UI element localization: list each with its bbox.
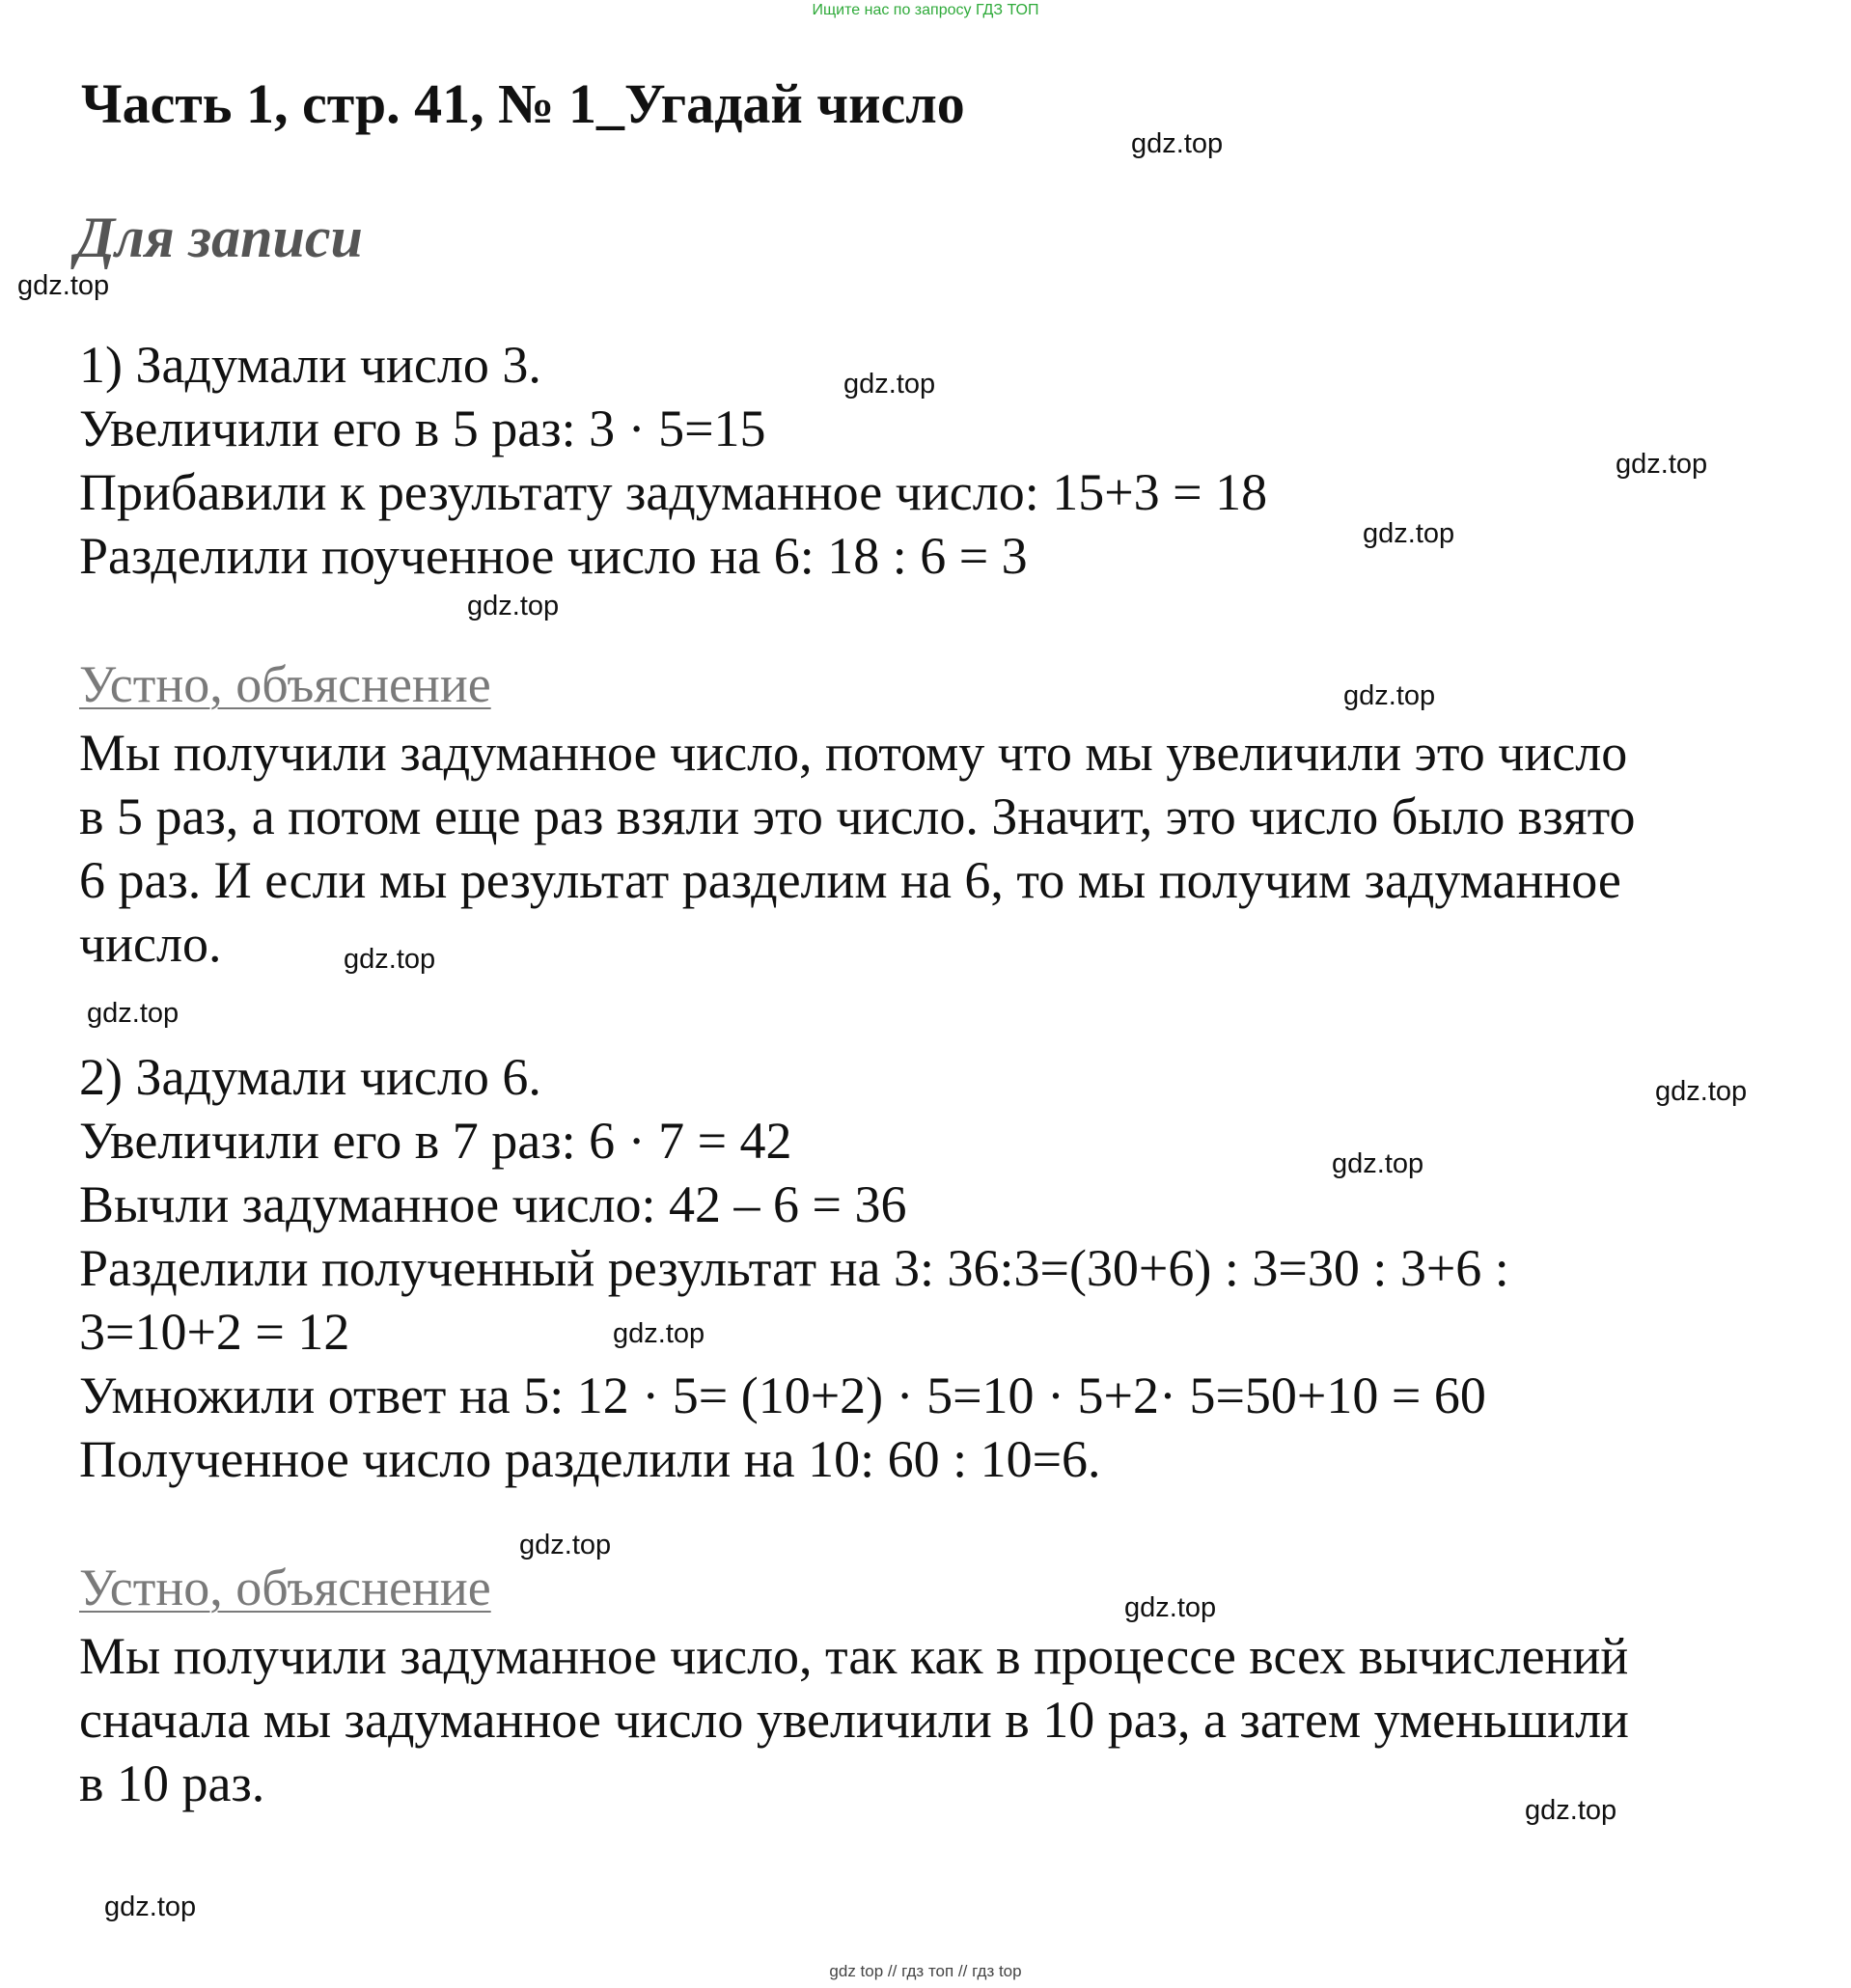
watermark: gdz.top	[344, 944, 436, 975]
section1-line: Увеличили его в 5 раз: 3 · 5=15	[79, 400, 766, 457]
section2-line: Полученное число разделили на 10: 60 : 10=6.	[79, 1430, 1101, 1488]
section2-line: 2) Задумали число 6.	[79, 1048, 541, 1106]
watermark: gdz.top	[1616, 449, 1708, 480]
oral-explanation-heading: Устно, объяснение	[79, 655, 491, 713]
oral2-line: Мы получили задуманное число, так как в процессе всех вычислений	[79, 1627, 1629, 1685]
watermark: gdz.top	[1363, 518, 1455, 549]
watermark: gdz.top	[1343, 680, 1436, 711]
watermark: gdz.top	[613, 1318, 705, 1349]
section1-line: Прибавили к результату задуманное число: 15+3 = 18	[79, 463, 1268, 521]
watermark: gdz.top	[843, 369, 936, 400]
watermark: gdz.top	[1332, 1148, 1424, 1179]
oral-explanation-heading: Устно, объяснение	[79, 1559, 491, 1616]
section2-line: Вычли задуманное число: 42 – 6 = 36	[79, 1175, 907, 1233]
watermark: gdz.top	[17, 270, 110, 301]
section2-line: Умножили ответ на 5: 12 · 5= (10+2) · 5=10 · 5+2· 5=50+10 = 60	[79, 1367, 1486, 1424]
oral1-line: 6 раз. И если мы результат разделим на 6, то мы получим задуманное	[79, 851, 1621, 909]
watermark: gdz.top	[104, 1891, 197, 1922]
oral2-line: в 10 раз.	[79, 1754, 265, 1812]
oral1-line: число.	[79, 915, 222, 973]
watermark: gdz.top	[1131, 128, 1224, 159]
section-subtitle: Для записи	[75, 206, 363, 269]
oral1-line: в 5 раз, а потом еще раз взяли это число. Значит, это число было взято	[79, 787, 1636, 845]
watermark: gdz.top	[87, 998, 180, 1029]
section1-line: 1) Задумали число 3.	[79, 336, 541, 394]
section2-line: Увеличили его в 7 раз: 6 · 7 = 42	[79, 1112, 792, 1170]
watermark: gdz.top	[1525, 1795, 1617, 1826]
page-title: Часть 1, стр. 41, № 1_Угадай число	[81, 72, 965, 135]
search-hint: Ищите нас по запросу ГДЗ ТОП	[812, 2, 1039, 18]
oral1-line: Мы получили задуманное число, потому что мы увеличили это число	[79, 724, 1628, 782]
watermark: gdz.top	[1124, 1592, 1217, 1623]
oral2-line: сначала мы задуманное число увеличили в 10 раз, а затем уменьшили	[79, 1691, 1629, 1749]
watermark: gdz.top	[519, 1530, 612, 1560]
section2-line: Разделили полученный результат на 3: 36:3=(30+6) : 3=30 : 3+6 :	[79, 1239, 1509, 1297]
footer-watermark: gdz top // гдз топ // гдз top	[829, 1962, 1022, 1980]
watermark: gdz.top	[467, 591, 560, 621]
section2-line: 3=10+2 = 12	[79, 1303, 350, 1361]
section1-line: Разделили поученное число на 6: 18 : 6 = 3	[79, 527, 1028, 585]
watermark: gdz.top	[1655, 1076, 1748, 1107]
